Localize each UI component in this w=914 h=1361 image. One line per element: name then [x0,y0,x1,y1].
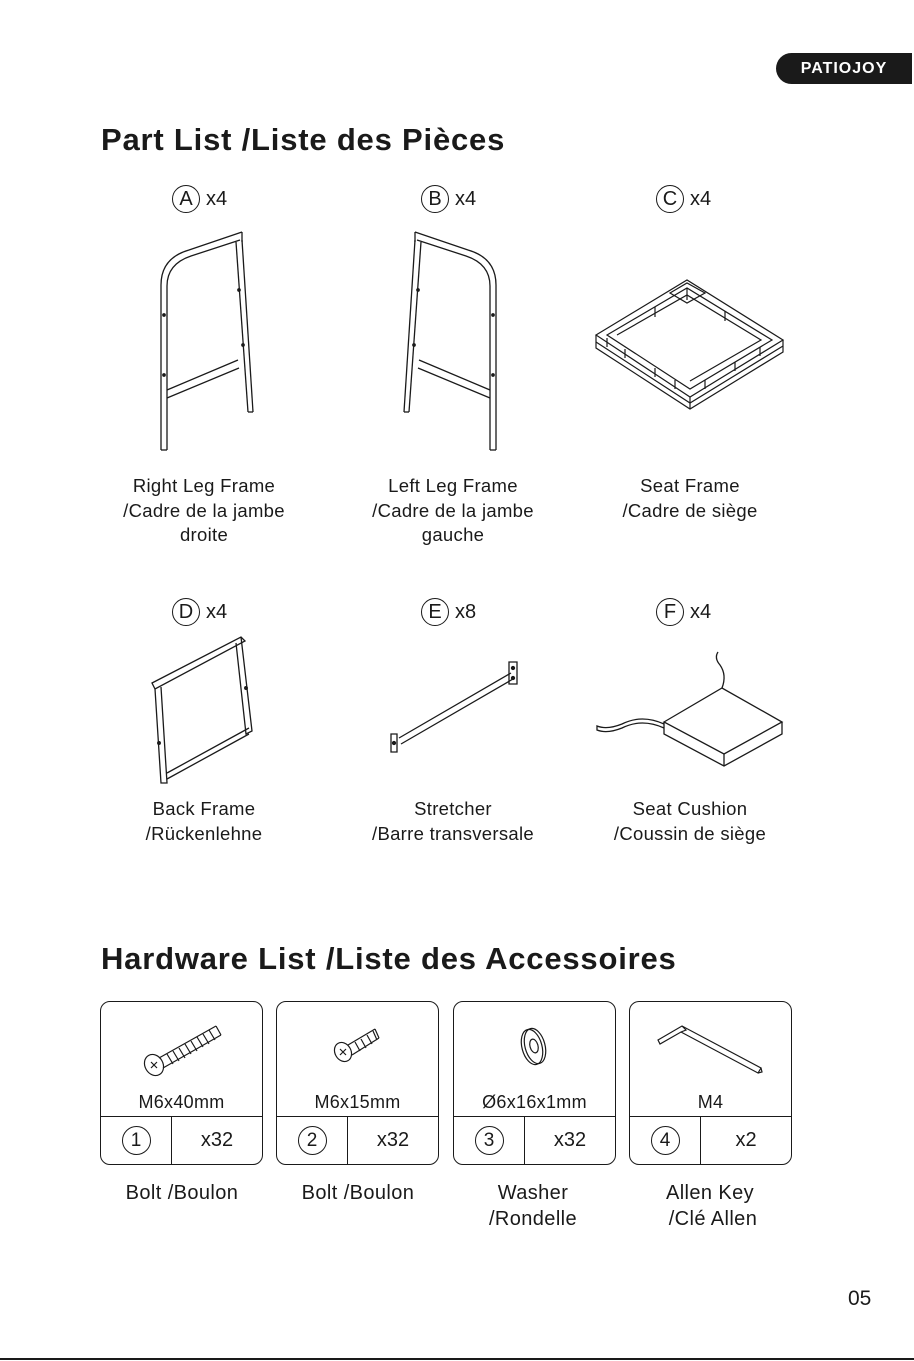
hardware-qty: x32 [200,1129,234,1151]
hardware-item-4 [629,1001,792,1165]
part-name-line: Right Leg Frame [132,475,276,496]
hardware-name-line: /Rondelle [488,1208,578,1230]
hardware-size: M4 [697,1092,724,1112]
hardware-list-heading: Hardware List /Liste des Accessoires [101,941,677,976]
part-d [84,598,324,858]
part-name-line: /Cadre de siège [622,499,758,521]
hardware-name-line: Washer [497,1182,569,1204]
hardware-name-line: /Clé Allen [662,1208,758,1230]
part-letter: A [172,185,200,213]
hardware-qty: x32 [553,1129,587,1151]
bottom-rule [0,1358,914,1360]
hardware-item-2 [276,1001,439,1165]
part-name-line: Left Leg Frame [388,475,518,496]
seat-cushion-icon [592,650,787,768]
hardware-size: M6x15mm [314,1092,401,1112]
hardware-number: 1 [122,1126,151,1155]
part-name-line: Seat Frame [640,475,740,496]
part-letter: D [172,598,200,626]
hardware-number: 2 [298,1126,327,1155]
part-name-line: /Rückenlehne [145,822,263,844]
hardware-name-line: Bolt /Boulon [301,1182,415,1204]
part-qty: x8 [455,600,477,623]
part-letter: C [656,185,684,213]
seat-frame-icon [595,275,785,410]
part-qty: x4 [206,187,228,210]
part-name-line: Back Frame [152,798,256,819]
short-bolt-icon [277,1002,440,1092]
part-name-line: Stretcher [414,798,492,819]
part-name-line: droite [179,524,229,545]
hardware-name-3 [433,1180,633,1232]
part-list-heading: Part List /Liste des Pièces [101,122,506,157]
hardware-number: 4 [651,1126,680,1155]
part-name-line: /Barre transversale [372,822,534,844]
washer-icon [454,1002,617,1092]
left-leg-frame-icon [393,220,513,455]
part-e [333,598,573,858]
hardware-qty: x32 [376,1129,410,1151]
allen-key-icon [630,1002,793,1092]
right-leg-frame-icon [144,220,264,455]
part-name-line: Seat Cushion [632,798,748,819]
part-qty: x4 [206,600,228,623]
page-number: 05 [848,1287,872,1310]
hardware-name-line: Allen Key [665,1182,755,1204]
hardware-name-1 [82,1180,282,1206]
part-f [570,598,810,858]
part-letter: F [656,598,684,626]
brand-logo: PATIOJOY [776,53,912,84]
part-name-line: /Cadre de la jambe [123,499,285,521]
long-bolt-icon [101,1002,264,1092]
part-qty: x4 [690,187,712,210]
part-c [570,185,810,555]
part-qty: x4 [690,600,712,623]
hardware-size: Ø6x16x1mm [482,1092,587,1112]
part-b [333,185,573,555]
hardware-name-2 [258,1180,458,1206]
hardware-item-1 [100,1001,263,1165]
part-a [84,185,324,555]
back-frame-icon [149,633,264,788]
hardware-qty: x2 [735,1129,757,1151]
hardware-item-3 [453,1001,616,1165]
hardware-size: M6x40mm [138,1092,225,1112]
part-qty: x4 [455,187,477,210]
hardware-name-4 [610,1180,810,1232]
part-name-line: gauche [421,524,485,545]
part-letter: E [421,598,449,626]
hardware-number: 3 [475,1126,504,1155]
part-name-line: /Cadre de la jambe [372,499,534,521]
part-name-line: /Coussin de siège [613,822,767,844]
hardware-name-line: Bolt /Boulon [125,1182,239,1204]
part-letter: B [421,185,449,213]
stretcher-icon [383,658,523,758]
